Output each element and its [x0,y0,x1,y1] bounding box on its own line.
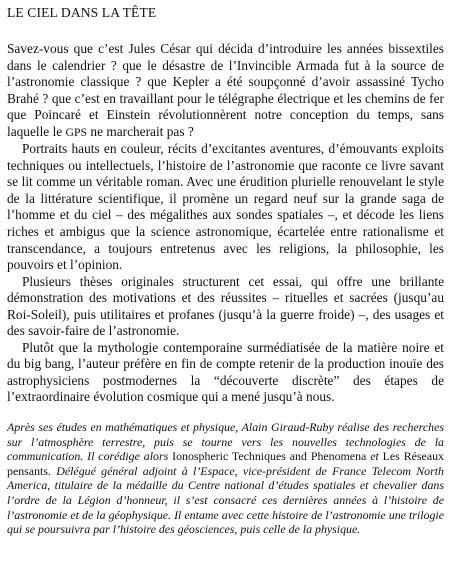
page-title: LE CIEL DANS LA TÊTE [7,5,157,20]
paragraph-1 [7,41,444,141]
paragraph-4: Plutôt que la mythologie contemporaine surmédiatisée de la matière noire et du big bang, l’auteur préfère en fin de compte retenir de la production inouïe des astrophysiciens postmodernes la “découverte discrète” des étapes de l’extraordinaire évolution cosmique qui a mené jusqu’à nous. [7,339,444,405]
gps-acronym: GPS [65,125,88,139]
body-text [7,41,444,406]
book-title-reseaux: Les Réseaux pensants. [7,449,444,478]
author-bio-text-b: et [366,449,383,464]
paragraph-1-text-b: ne marcherait pas ? [87,123,194,139]
author-bio-text-a: Après ses études en mathématiques et physique, Alain Giraud-Ruby réalise des recherches sur l’atmosphère terrestre, puis se tourne vers les nouvelles technologies de la communication. Il corédige alors [7,420,444,464]
author-bio-text-c: Délégué général adjoint à l’Espace, vice-président de France Telecom North America, titulaire de la médaille du Centre national d’études spatiales et chevalier dans l’ordre de la Légion d’honneur, il s’est consacré ces dernières années à l’histoire de l’astronomie et de la géophysique. Il entame avec cette histoire de l’astronomie une trilogie qui se poursuivra par l’histoire des géosciences, puis celle de la physique. [7,463,444,537]
paragraph-3: Plusieurs thèses originales structurent cet essai, qui offre une brillante démonstration des motivations et des réussites – rituelles et sacrées (jusqu’au Roi-Soleil), puis utilitaires et profanes (jusqu’à la guerre froide) –, des usages et des savoir-faire de l’astronomie. [7,273,444,339]
paragraph-2: Portraits hauts en couleur, récits d’excitantes aventures, d’émouvants exploits techniques ou intellectuels, l’histoire de l’astronomie que raconte ce livre savant se lit comme un véritable roman. Avec une érudition plurielle renouvelant le style de la littérature scientifique, il promène un regard neuf sur la grande saga de l’homme et du ciel – des mégalithes aux sondes spatiales –, et décode les liens riches et ambigus que la science astronomique, écartelée entre rationalisme et transcendance, a toujours entretenus avec les religions, la philosophie, les pouvoirs et l’opinion. [7,141,444,273]
book-title-ionospheric: Ionospheric Techniques and Phenomena [172,449,367,464]
author-bio [7,420,444,537]
back-cover-page [7,5,444,537]
paragraph-1-text-a: Savez-vous que c’est Jules César qui décida d’introduire les années bissextiles dans le calendrier ? que le désastre de l’Invincible Armada fut à la source de l’astronomie classique ? que Kepler a été soupçonné d’avoir assassiné Tycho Brahé ? que c’est en travaillant pour le télégraphe électrique et les chemins de fer que Poincaré et Einstein révolutionnèrent notre conception du temps, sans laquelle le [7,41,444,139]
